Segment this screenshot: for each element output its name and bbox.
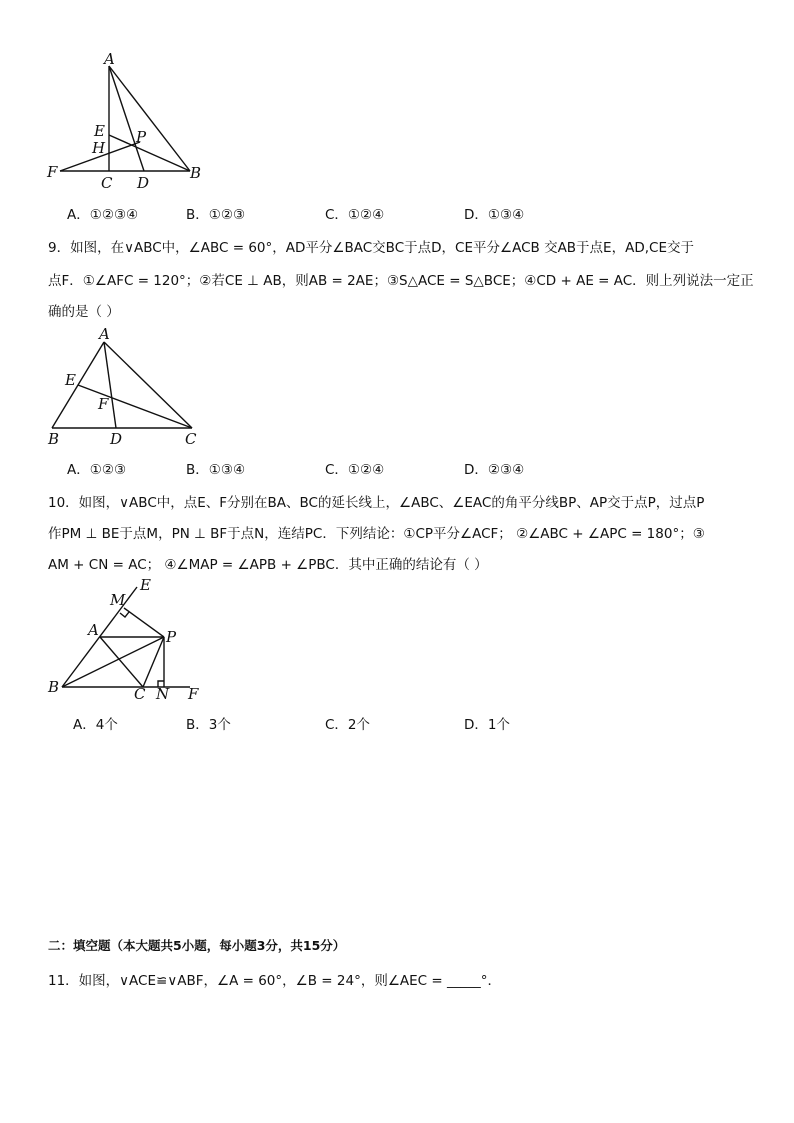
q9-line-3: 确的是（ ） [48,304,120,320]
label-f: F [98,395,109,413]
segment-ac [104,342,192,428]
segment-ab [109,66,190,171]
q11-text: 11．如图，∨ACE≌∨ABF，∠A = 60°，∠B = 24°，则∠AEC = _____°． [48,973,502,989]
label-f: F [188,685,199,703]
label-e: E [140,576,151,594]
q9-line-2: 点F．①∠AFC = 120°；②若CE ⊥ AB，则AB = 2AE；③S△ACE = S△BCE；④CD + AE = AC．则上列说法一定正 [48,273,754,289]
q10-option-d[interactable]: D．1个 [464,717,510,733]
segment-ad [104,342,116,428]
segment-eb [109,135,190,171]
q9-option-d[interactable]: D．②③④ [464,462,525,478]
q10-option-a[interactable]: A．4个 [73,717,118,733]
label-d: D [137,174,150,192]
q8-option-c[interactable]: C．①②④ [325,207,385,223]
q10-option-b[interactable]: B．3个 [186,717,231,733]
q9-line-1: 9．如图，在∨ABC中，∠ABC = 60°，AD平分∠BAC交BC于点D，CE平分∠ACB 交AB于点E，AD,CE交于 [48,240,694,256]
label-h: H [92,139,106,157]
label-b: B [48,678,60,696]
label-b: B [190,164,202,182]
label-d: D [110,430,123,448]
segment-ad [109,66,144,171]
q8-figure [40,50,220,195]
segment-cp [143,637,164,687]
q10-line-3: AM + CN = AC； ④∠MAP = ∠APB + ∠PBC．其中正确的结论有（ ） [48,557,488,573]
q10-option-c[interactable]: C．2个 [325,717,371,733]
q8-option-d[interactable]: D．①③④ [464,207,525,223]
q9-figure [40,325,210,450]
q10-figure [40,575,215,705]
q8-option-b[interactable]: B．①②③ [186,207,246,223]
label-a: A [104,50,115,68]
label-p: P [166,628,177,646]
segment-ac [100,637,143,687]
section-2-heading: 二：填空题（本大题共5小题，每小题3分，共15分） [48,938,346,953]
label-e: E [94,122,105,140]
segment-ec [78,385,192,428]
label-a: A [99,325,110,343]
label-e: E [65,371,76,389]
q9-option-b[interactable]: B．①③④ [186,462,246,478]
label-m: M [110,591,126,609]
label-n: N [156,685,170,703]
label-c: C [101,174,113,192]
segment-mp [124,608,164,637]
q10-line-2: 作PM ⊥ BE于点M，PN ⊥ BF于点N，连结PC．下列结论：①CP平分∠ACF； ②∠ABC + ∠APC = 180°；③ [48,526,705,542]
label-c: C [134,685,146,703]
q10-line-1: 10．如图，∨ABC中，点E、F分别在BA、BC的延长线上，∠ABC、∠EAC的角平分线BP、AP交于点P，过点P [48,495,705,511]
label-p: P [136,128,147,146]
q9-option-c[interactable]: C．①②④ [325,462,385,478]
q8-option-a[interactable]: A．①②③④ [67,207,139,223]
label-b: B [48,430,60,448]
segment-bp [62,637,164,687]
q9-option-a[interactable]: A．①②③ [67,462,127,478]
label-f: F [47,163,58,181]
label-c: C [185,430,197,448]
label-a: A [88,621,99,639]
right-angle-m [120,612,129,617]
